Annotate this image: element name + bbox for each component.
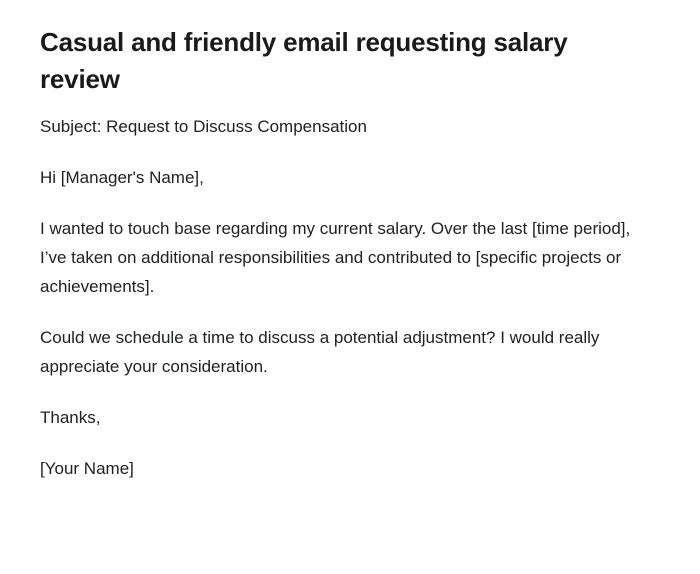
email-greeting: Hi [Manager's Name],	[40, 168, 204, 187]
email-signature-name: [Your Name]	[40, 459, 134, 478]
page-title: Casual and friendly email requesting salary review	[40, 27, 568, 94]
email-signoff: Thanks,	[40, 408, 101, 427]
email-subject-line: Subject: Request to Discuss Compensation	[40, 117, 367, 136]
email-body-paragraph-1: I wanted to touch base regarding my current salary. Over the last [time period], I’ve taken on additional responsibilities and contributed to [specific projects or achievements].	[40, 219, 631, 296]
email-body-paragraph-2: Could we schedule a time to discuss a potential adjustment? I would really appreciate your consideration.	[40, 328, 600, 376]
